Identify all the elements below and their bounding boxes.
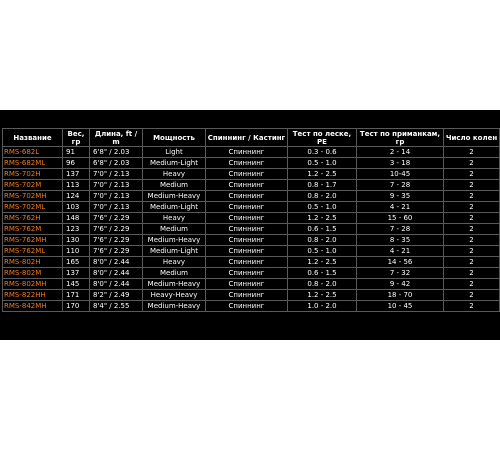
type-cell: Спиннинг (206, 257, 288, 268)
length-cell: 8'0" / 2.44 (90, 257, 143, 268)
weight-cell: 170 (63, 301, 90, 312)
line-test-cell: 0.5 - 1.0 (288, 202, 357, 213)
sections-cell: 2 (444, 213, 500, 224)
model-cell: RMS-702MH (3, 191, 63, 202)
length-cell: 7'0" / 2.13 (90, 191, 143, 202)
length-cell: 6'8" / 2.03 (90, 147, 143, 158)
column-header: Название (3, 129, 63, 147)
sections-cell: 2 (444, 257, 500, 268)
lure-test-cell: 7 - 32 (357, 268, 444, 279)
length-cell: 6'8" / 2.03 (90, 158, 143, 169)
type-cell: Спиннинг (206, 191, 288, 202)
length-cell: 7'6" / 2.29 (90, 224, 143, 235)
column-header: Тест по приманкам, гр (357, 129, 444, 147)
sections-cell: 2 (444, 301, 500, 312)
column-header: Вес, гр (63, 129, 90, 147)
type-cell: Спиннинг (206, 235, 288, 246)
sections-cell: 2 (444, 235, 500, 246)
sections-cell: 2 (444, 169, 500, 180)
model-cell: RMS-762ML (3, 246, 63, 257)
column-header: Число колен (444, 129, 500, 147)
lure-test-cell: 9 - 42 (357, 279, 444, 290)
type-cell: Спиннинг (206, 147, 288, 158)
sections-cell: 2 (444, 279, 500, 290)
line-test-cell: 0.6 - 1.5 (288, 268, 357, 279)
type-cell: Спиннинг (206, 180, 288, 191)
sections-cell: 2 (444, 202, 500, 213)
sections-cell: 2 (444, 147, 500, 158)
weight-cell: 91 (63, 147, 90, 158)
line-test-cell: 0.8 - 1.7 (288, 180, 357, 191)
table-row (3, 213, 500, 224)
type-cell: Спиннинг (206, 202, 288, 213)
power-cell: Medium-Light (143, 158, 206, 169)
line-test-cell: 1.2 - 2.5 (288, 169, 357, 180)
line-test-cell: 1.0 - 2.0 (288, 301, 357, 312)
power-cell: Medium (143, 180, 206, 191)
lure-test-cell: 9 - 35 (357, 191, 444, 202)
sections-cell: 2 (444, 224, 500, 235)
model-cell: RMS-762H (3, 213, 63, 224)
weight-cell: 137 (63, 169, 90, 180)
length-cell: 7'0" / 2.13 (90, 202, 143, 213)
power-cell: Heavy (143, 169, 206, 180)
length-cell: 8'0" / 2.44 (90, 279, 143, 290)
power-cell: Medium-Heavy (143, 279, 206, 290)
model-cell: RMS-802MH (3, 279, 63, 290)
weight-cell: 137 (63, 268, 90, 279)
model-cell: RMS-682L (3, 147, 63, 158)
table-row (3, 246, 500, 257)
sections-cell: 2 (444, 246, 500, 257)
table-row (3, 268, 500, 279)
column-header: Мощность (143, 129, 206, 147)
length-cell: 8'2" / 2.49 (90, 290, 143, 301)
model-cell: RMS-762MH (3, 235, 63, 246)
column-header: Длина, ft / m (90, 129, 143, 147)
table-row (3, 191, 500, 202)
table-row (3, 180, 500, 191)
lure-test-cell: 14 - 56 (357, 257, 444, 268)
type-cell: Спиннинг (206, 246, 288, 257)
model-cell: RMS-682ML (3, 158, 63, 169)
type-cell: Спиннинг (206, 158, 288, 169)
weight-cell: 145 (63, 279, 90, 290)
weight-cell: 124 (63, 191, 90, 202)
table-row (3, 158, 500, 169)
power-cell: Heavy (143, 257, 206, 268)
power-cell: Heavy-Heavy (143, 290, 206, 301)
length-cell: 8'0" / 2.44 (90, 268, 143, 279)
weight-cell: 148 (63, 213, 90, 224)
lure-test-cell: 4 - 21 (357, 246, 444, 257)
model-cell: RMS-702M (3, 180, 63, 191)
length-cell: 7'0" / 2.13 (90, 180, 143, 191)
weight-cell: 123 (63, 224, 90, 235)
sections-cell: 2 (444, 268, 500, 279)
weight-cell: 103 (63, 202, 90, 213)
type-cell: Спиннинг (206, 301, 288, 312)
power-cell: Heavy (143, 213, 206, 224)
table-body (3, 147, 500, 312)
table-row (3, 224, 500, 235)
sections-cell: 2 (444, 158, 500, 169)
lure-test-cell: 7 - 28 (357, 180, 444, 191)
line-test-cell: 0.8 - 2.0 (288, 235, 357, 246)
lure-test-cell: 8 - 35 (357, 235, 444, 246)
power-cell: Medium-Light (143, 246, 206, 257)
line-test-cell: 0.3 - 0.6 (288, 147, 357, 158)
power-cell: Medium (143, 268, 206, 279)
lure-test-cell: 18 - 70 (357, 290, 444, 301)
line-test-cell: 0.8 - 2.0 (288, 279, 357, 290)
table-header-row (3, 129, 500, 147)
model-cell: RMS-762M (3, 224, 63, 235)
table-row (3, 301, 500, 312)
length-cell: 7'6" / 2.29 (90, 235, 143, 246)
line-test-cell: 0.8 - 2.0 (288, 191, 357, 202)
type-cell: Спиннинг (206, 224, 288, 235)
type-cell: Спиннинг (206, 169, 288, 180)
power-cell: Medium-Heavy (143, 301, 206, 312)
lure-test-cell: 15 - 60 (357, 213, 444, 224)
power-cell: Medium (143, 224, 206, 235)
model-cell: RMS-702ML (3, 202, 63, 213)
model-cell: RMS-842MH (3, 301, 63, 312)
table-row (3, 279, 500, 290)
rod-specs-table (2, 128, 500, 312)
power-cell: Medium-Heavy (143, 191, 206, 202)
table-row (3, 257, 500, 268)
power-cell: Medium-Heavy (143, 235, 206, 246)
lure-test-cell: 7 - 28 (357, 224, 444, 235)
model-cell: RMS-822HH (3, 290, 63, 301)
column-header: Спиннинг / Кастинг (206, 129, 288, 147)
weight-cell: 165 (63, 257, 90, 268)
line-test-cell: 1.2 - 2.5 (288, 213, 357, 224)
weight-cell: 113 (63, 180, 90, 191)
lure-test-cell: 3 - 18 (357, 158, 444, 169)
model-cell: RMS-802H (3, 257, 63, 268)
power-cell: Medium-Light (143, 202, 206, 213)
sections-cell: 2 (444, 180, 500, 191)
type-cell: Спиннинг (206, 290, 288, 301)
power-cell: Light (143, 147, 206, 158)
line-test-cell: 0.5 - 1.0 (288, 158, 357, 169)
type-cell: Спиннинг (206, 213, 288, 224)
length-cell: 8'4" / 2.55 (90, 301, 143, 312)
sections-cell: 2 (444, 290, 500, 301)
length-cell: 7'6" / 2.29 (90, 213, 143, 224)
lure-test-cell: 10 - 45 (357, 301, 444, 312)
table-row (3, 290, 500, 301)
weight-cell: 110 (63, 246, 90, 257)
sections-cell: 2 (444, 191, 500, 202)
table-row (3, 169, 500, 180)
table-row (3, 147, 500, 158)
type-cell: Спиннинг (206, 279, 288, 290)
line-test-cell: 1.2 - 2.5 (288, 290, 357, 301)
weight-cell: 96 (63, 158, 90, 169)
weight-cell: 171 (63, 290, 90, 301)
line-test-cell: 1.2 - 2.5 (288, 257, 357, 268)
weight-cell: 130 (63, 235, 90, 246)
column-header: Тест по леске, PE (288, 129, 357, 147)
table-row (3, 202, 500, 213)
line-test-cell: 0.6 - 1.5 (288, 224, 357, 235)
length-cell: 7'0" / 2.13 (90, 169, 143, 180)
lure-test-cell: 4 - 21 (357, 202, 444, 213)
lure-test-cell: 2 - 14 (357, 147, 444, 158)
lure-test-cell: 10-45 (357, 169, 444, 180)
length-cell: 7'6" / 2.29 (90, 246, 143, 257)
type-cell: Спиннинг (206, 268, 288, 279)
line-test-cell: 0.5 - 1.0 (288, 246, 357, 257)
model-cell: RMS-802M (3, 268, 63, 279)
model-cell: RMS-702H (3, 169, 63, 180)
table-row (3, 235, 500, 246)
